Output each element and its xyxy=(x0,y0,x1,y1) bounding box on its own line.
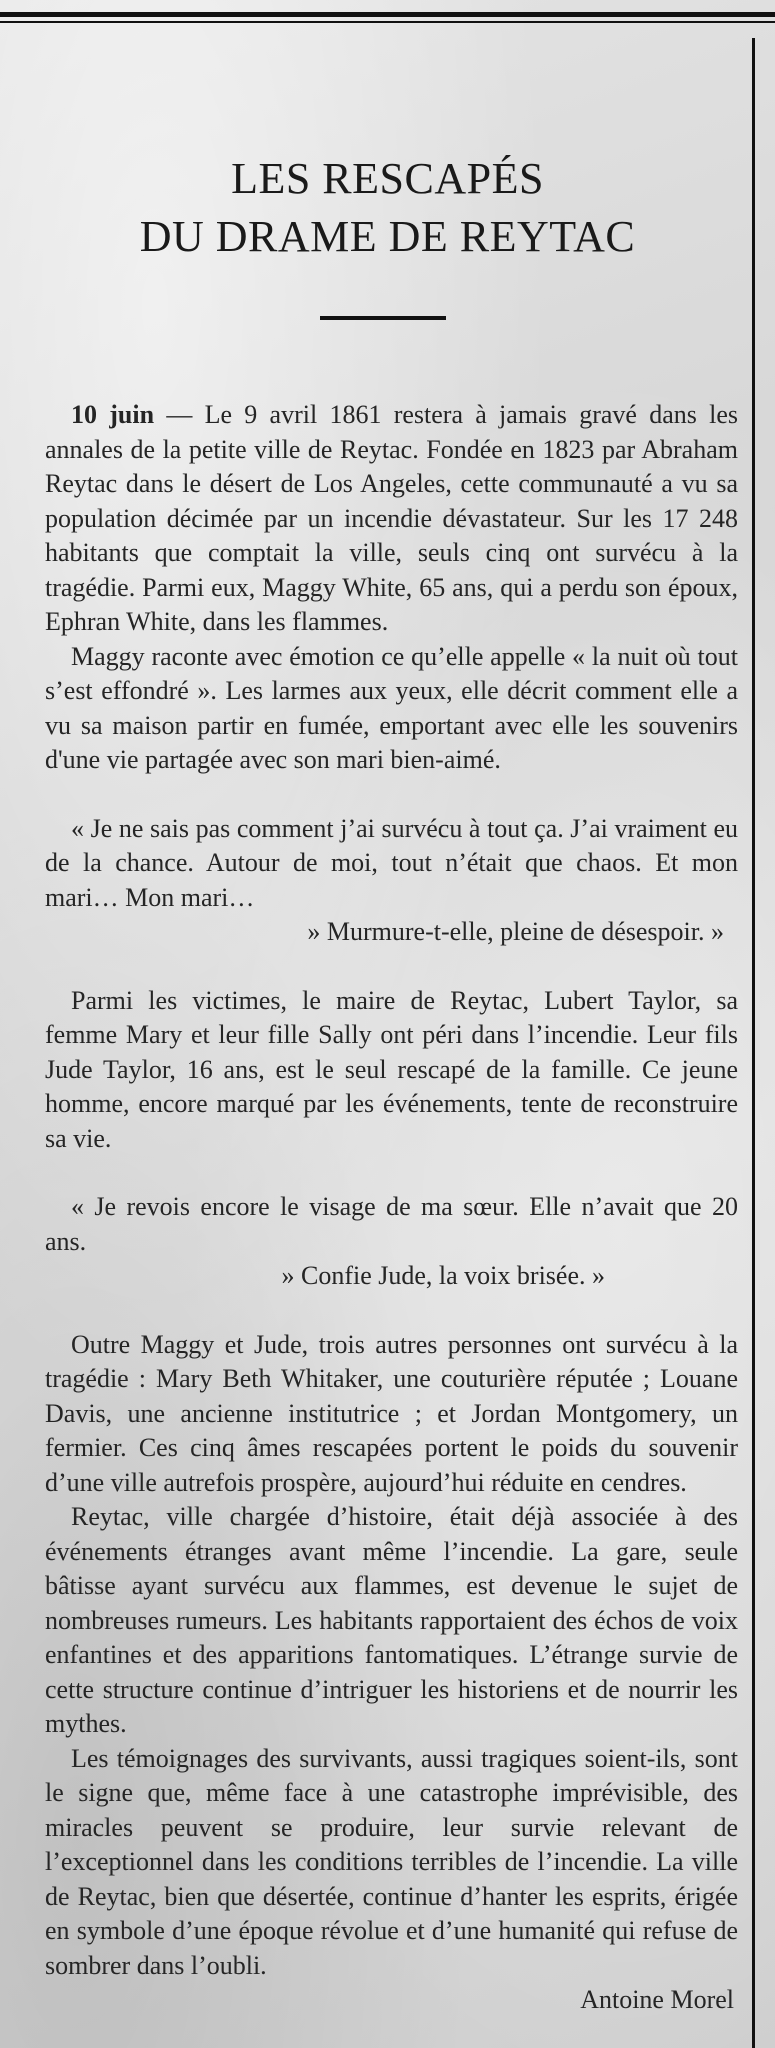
dateline: 10 juin xyxy=(71,400,155,429)
paragraph-1-text: — Le 9 avril 1861 restera à jamais gravé dans les annales de la petite ville de Reytac. Fondée en 1823 par Abraham Reytac dans le désert de Los Angeles, cette communauté a vu sa population décimée par un incendie dévastateur. Sur les 17 248 habitants que comptait la ville, seuls cinq ont survécu à la tragédie. Parmi eux, Maggy White, 65 ans, qui a perdu son époux, Ephran White, dans les flammes. xyxy=(45,400,738,636)
quote-2-attribution: » Confie Jude, la voix brisée. » xyxy=(281,1261,605,1290)
top-rule-thin xyxy=(0,21,775,23)
headline xyxy=(0,150,775,266)
author-signature: Antoine Morel xyxy=(580,1985,734,2014)
paragraph-5: Reytac, ville chargée d’histoire, était déjà associée à des événements étranges avant même l’incendie. La gare, seule bâtisse ayant survécu aux flammes, est devenue le sujet de nombreuses rumeurs. Les habitants rapportaient des échos de voix enfantines et des apparitions fantomatiques. L’étrange survie de cette structure continue d’intriguer les historiens et de nourrir les mythes. xyxy=(45,1502,738,1738)
quote-1: « Je ne sais pas comment j’ai survécu à tout ça. J’ai vraiment eu de la chance. Autour de moi, tout n’était que chaos. Et mon mari… Mon mari… xyxy=(45,813,738,912)
quote-2: « Je revois encore le visage de ma sœur. Elle n’avait que 20 ans. xyxy=(45,1192,738,1256)
column-rule xyxy=(752,38,755,2048)
paragraph-2: Maggy raconte avec émotion ce qu’elle appelle « la nuit où tout s’est effondré ». Les larmes aux yeux, elle décrit comment elle a vu sa maison partir en fumée, emportant avec elle les souvenirs d'une vie partagée avec son mari bien-aimé. xyxy=(45,641,738,774)
paragraph-6: Les témoignages des survivants, aussi tragiques soient-ils, sont le signe que, même face à une catastrophe imprévisible, des miracles peuvent se produire, leur survie relevant de l’exceptionnel dans les conditions terribles de l’incendie. La ville de Reytac, bien que désertée, continue d’hanter les esprits, érigée en symbole d’une époque révolue et d’une humanité qui refuse de sombrer dans l’oubli. xyxy=(45,1743,738,1980)
top-rule xyxy=(0,12,775,17)
headline-divider xyxy=(320,316,446,320)
article-body xyxy=(45,398,738,2018)
paragraph-1 xyxy=(45,398,738,640)
headline-line-1: LES RESCAPÉS xyxy=(231,154,544,203)
quote-1-attribution: » Murmure-t-elle, pleine de désespoir. » xyxy=(307,917,724,946)
headline-line-2: DU DRAME DE REYTAC xyxy=(139,212,636,261)
paragraph-4: Outre Maggy et Jude, trois autres personnes ont survécu à la tragédie : Mary Beth Whitaker, une couturière réputée ; Louane Davis, une ancienne institutrice ; et Jordan Montgomery, un fermier. Ces cinq âmes rescapées portent le poids du souvenir d’une ville autrefois prospère, aujourd’hui réduite en cendres. xyxy=(45,1329,738,1497)
paragraph-3: Parmi les victimes, le maire de Reytac, Lubert Taylor, sa femme Mary et leur fille Sally ont péri dans l’incendie. Leur fils Jude Taylor, 16 ans, est le seul rescapé de la famille. Ce jeune homme, encore marqué par les événements, tente de reconstruire sa vie. xyxy=(45,985,738,1153)
